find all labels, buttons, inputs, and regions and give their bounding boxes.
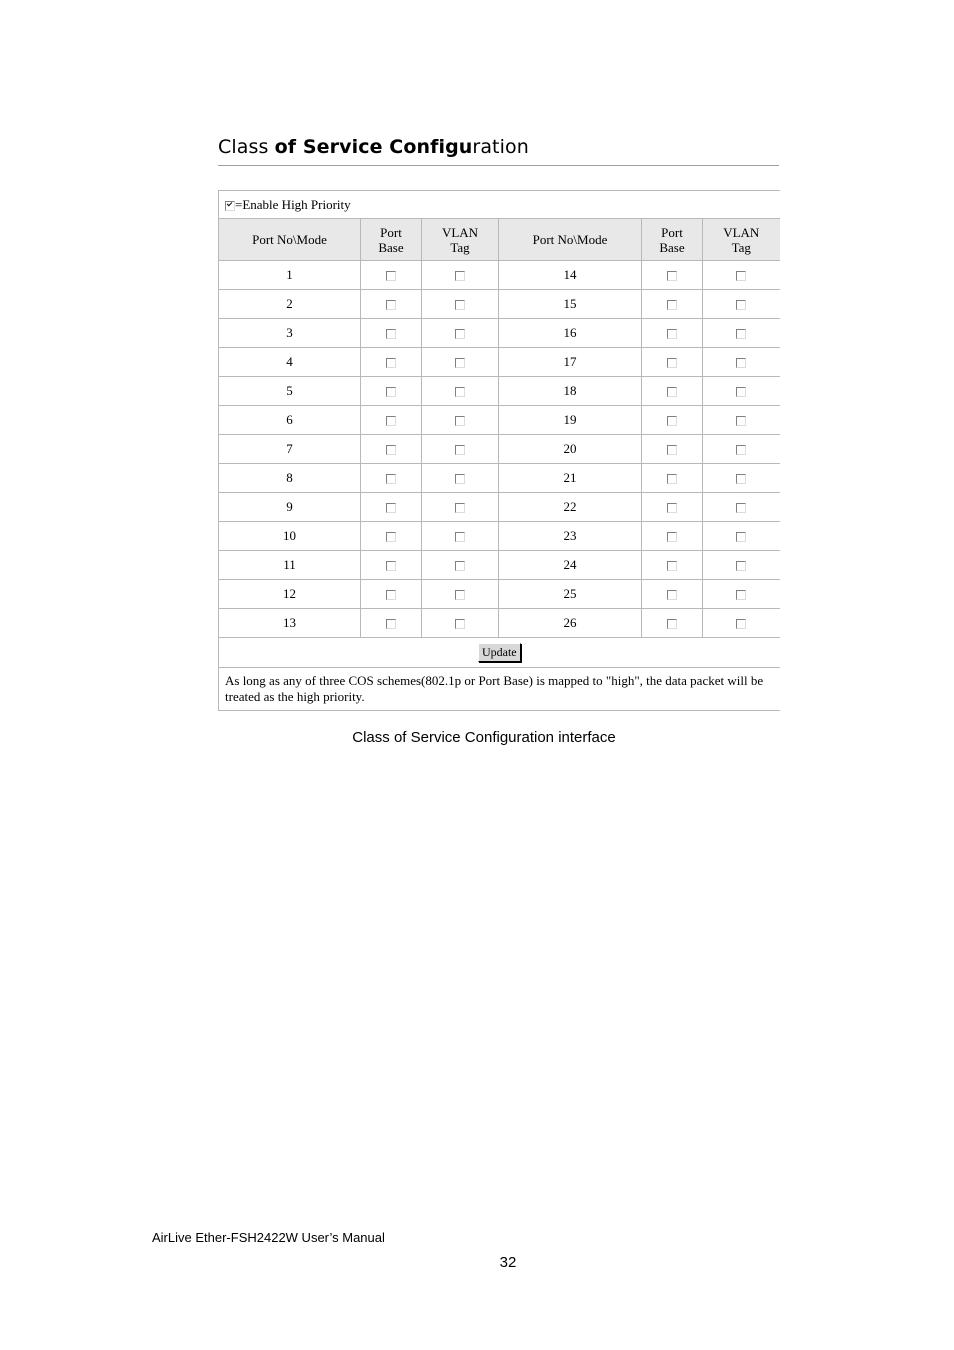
vlan-tag-cell — [422, 290, 499, 319]
vlan-tag-cell — [703, 377, 780, 406]
port-base-checkbox[interactable] — [667, 329, 677, 339]
header-vlan-tag-left: VLAN Tag — [422, 219, 499, 261]
vlan-tag-cell — [422, 464, 499, 493]
port-base-checkbox[interactable] — [386, 561, 396, 571]
port-number: 10 — [219, 522, 361, 551]
table-row — [219, 493, 780, 522]
vlan-tag-cell — [422, 319, 499, 348]
port-base-checkbox[interactable] — [386, 532, 396, 542]
vlan-tag-checkbox[interactable] — [455, 590, 465, 600]
port-base-checkbox[interactable] — [386, 619, 396, 629]
port-base-checkbox[interactable] — [667, 416, 677, 426]
header-port-base-right: Port Base — [642, 219, 703, 261]
vlan-tag-cell — [703, 464, 780, 493]
vlan-tag-cell — [422, 261, 499, 290]
vlan-tag-checkbox[interactable] — [455, 329, 465, 339]
vlan-tag-checkbox[interactable] — [736, 445, 746, 455]
table-row — [219, 609, 780, 638]
header-port-mode-left: Port No\Mode — [219, 219, 361, 261]
vlan-tag-checkbox[interactable] — [455, 445, 465, 455]
action-row — [219, 638, 780, 668]
vlan-tag-checkbox[interactable] — [455, 474, 465, 484]
port-number: 23 — [499, 522, 642, 551]
vlan-tag-checkbox[interactable] — [455, 532, 465, 542]
vlan-tag-cell — [422, 609, 499, 638]
port-number: 21 — [499, 464, 642, 493]
legend-text: =Enable High Priority — [235, 196, 351, 212]
legend-checkbox-icon — [225, 201, 235, 211]
port-base-cell — [642, 522, 703, 551]
header-port-mode-right: Port No\Mode — [499, 219, 642, 261]
table-row — [219, 551, 780, 580]
port-number: 6 — [219, 406, 361, 435]
port-base-checkbox[interactable] — [667, 561, 677, 571]
vlan-tag-checkbox[interactable] — [736, 387, 746, 397]
vlan-tag-checkbox[interactable] — [736, 590, 746, 600]
cos-table — [218, 190, 780, 711]
vlan-tag-cell — [703, 609, 780, 638]
vlan-tag-checkbox[interactable] — [455, 619, 465, 629]
port-number: 8 — [219, 464, 361, 493]
vlan-tag-checkbox[interactable] — [736, 300, 746, 310]
vlan-tag-cell — [422, 435, 499, 464]
port-base-checkbox[interactable] — [667, 271, 677, 281]
port-base-cell — [361, 348, 422, 377]
port-base-checkbox[interactable] — [386, 358, 396, 368]
port-base-cell — [361, 580, 422, 609]
vlan-tag-checkbox[interactable] — [736, 503, 746, 513]
vlan-tag-checkbox[interactable] — [736, 358, 746, 368]
vlan-tag-cell — [703, 348, 780, 377]
vlan-tag-cell — [422, 406, 499, 435]
table-row — [219, 348, 780, 377]
table-row — [219, 522, 780, 551]
vlan-tag-checkbox[interactable] — [736, 329, 746, 339]
table-row — [219, 261, 780, 290]
port-base-checkbox[interactable] — [386, 445, 396, 455]
port-number: 24 — [499, 551, 642, 580]
title-divider — [218, 165, 779, 166]
table-row — [219, 580, 780, 609]
vlan-tag-checkbox[interactable] — [455, 387, 465, 397]
port-number: 19 — [499, 406, 642, 435]
vlan-tag-checkbox[interactable] — [455, 271, 465, 281]
vlan-tag-checkbox[interactable] — [736, 561, 746, 571]
port-base-cell — [361, 406, 422, 435]
port-base-cell — [642, 290, 703, 319]
vlan-tag-cell — [422, 551, 499, 580]
footer-manual-title: AirLive Ether-FSH2422W User’s Manual — [152, 1230, 385, 1245]
port-number: 26 — [499, 609, 642, 638]
vlan-tag-cell — [422, 580, 499, 609]
port-number: 12 — [219, 580, 361, 609]
vlan-tag-checkbox[interactable] — [736, 474, 746, 484]
port-base-checkbox[interactable] — [386, 387, 396, 397]
port-base-checkbox[interactable] — [386, 300, 396, 310]
vlan-tag-cell — [703, 435, 780, 464]
port-base-cell — [642, 609, 703, 638]
port-base-checkbox[interactable] — [667, 503, 677, 513]
vlan-tag-cell — [703, 580, 780, 609]
vlan-tag-checkbox[interactable] — [736, 619, 746, 629]
vlan-tag-checkbox[interactable] — [455, 416, 465, 426]
port-base-cell — [642, 435, 703, 464]
vlan-tag-cell — [703, 406, 780, 435]
port-base-checkbox[interactable] — [386, 271, 396, 281]
legend-row — [219, 191, 780, 219]
table-row — [219, 290, 780, 319]
vlan-tag-checkbox[interactable] — [736, 271, 746, 281]
port-base-checkbox[interactable] — [386, 474, 396, 484]
port-base-cell — [361, 261, 422, 290]
port-base-cell — [642, 580, 703, 609]
port-number: 13 — [219, 609, 361, 638]
port-base-checkbox[interactable] — [667, 387, 677, 397]
port-number: 25 — [499, 580, 642, 609]
port-number: 2 — [219, 290, 361, 319]
vlan-tag-cell — [422, 522, 499, 551]
header-vlan-tag-right: VLAN Tag — [703, 219, 780, 261]
port-base-checkbox[interactable] — [667, 300, 677, 310]
table-row — [219, 319, 780, 348]
port-base-checkbox[interactable] — [667, 532, 677, 542]
port-base-checkbox[interactable] — [386, 503, 396, 513]
table-row — [219, 406, 780, 435]
port-base-cell — [361, 522, 422, 551]
port-base-checkbox[interactable] — [386, 329, 396, 339]
port-base-checkbox[interactable] — [386, 416, 396, 426]
port-number: 1 — [219, 261, 361, 290]
port-base-checkbox[interactable] — [667, 590, 677, 600]
port-base-cell — [642, 493, 703, 522]
port-number: 20 — [499, 435, 642, 464]
vlan-tag-cell — [703, 493, 780, 522]
port-base-checkbox[interactable] — [667, 358, 677, 368]
vlan-tag-cell — [703, 261, 780, 290]
vlan-tag-cell — [422, 377, 499, 406]
legend-cell — [219, 191, 780, 219]
port-number: 18 — [499, 377, 642, 406]
vlan-tag-cell — [703, 319, 780, 348]
port-number: 9 — [219, 493, 361, 522]
note-text: As long as any of three COS schemes(802.1p or Port Base) is mapped to "high", the data packet will be treated as the high priority. — [219, 668, 780, 711]
port-number: 15 — [499, 290, 642, 319]
vlan-tag-checkbox[interactable] — [736, 532, 746, 542]
table-row — [219, 464, 780, 493]
port-base-cell — [361, 551, 422, 580]
table-row — [219, 435, 780, 464]
port-base-cell — [642, 348, 703, 377]
figure-caption: Class of Service Configuration interface — [352, 729, 616, 746]
note-row — [219, 668, 780, 711]
header-port-base-left: Port Base — [361, 219, 422, 261]
vlan-tag-cell — [422, 348, 499, 377]
port-base-checkbox[interactable] — [386, 590, 396, 600]
port-base-cell — [361, 493, 422, 522]
update-button[interactable]: Update — [478, 643, 521, 662]
port-base-cell — [361, 377, 422, 406]
vlan-tag-checkbox[interactable] — [455, 561, 465, 571]
table-row — [219, 377, 780, 406]
port-base-cell — [361, 435, 422, 464]
port-base-checkbox[interactable] — [667, 445, 677, 455]
port-base-cell — [642, 261, 703, 290]
port-base-cell — [361, 609, 422, 638]
page-title: Class of Service Configuration — [218, 136, 529, 158]
vlan-tag-cell — [422, 493, 499, 522]
port-base-cell — [361, 319, 422, 348]
port-number: 7 — [219, 435, 361, 464]
port-number: 5 — [219, 377, 361, 406]
cos-config-panel — [218, 190, 779, 711]
action-cell — [219, 638, 780, 668]
vlan-tag-checkbox[interactable] — [455, 503, 465, 513]
vlan-tag-cell — [703, 522, 780, 551]
port-base-cell — [642, 319, 703, 348]
port-number: 11 — [219, 551, 361, 580]
vlan-tag-checkbox[interactable] — [455, 358, 465, 368]
port-base-checkbox[interactable] — [667, 619, 677, 629]
port-number: 14 — [499, 261, 642, 290]
port-base-cell — [361, 290, 422, 319]
port-base-cell — [642, 464, 703, 493]
port-base-checkbox[interactable] — [667, 474, 677, 484]
vlan-tag-checkbox[interactable] — [736, 416, 746, 426]
port-base-cell — [642, 551, 703, 580]
vlan-tag-checkbox[interactable] — [455, 300, 465, 310]
port-number: 16 — [499, 319, 642, 348]
port-number: 3 — [219, 319, 361, 348]
vlan-tag-cell — [703, 290, 780, 319]
port-number: 17 — [499, 348, 642, 377]
header-row — [219, 219, 780, 261]
port-number: 4 — [219, 348, 361, 377]
page-number: 32 — [499, 1254, 517, 1271]
vlan-tag-cell — [703, 551, 780, 580]
port-base-cell — [642, 406, 703, 435]
port-base-cell — [361, 464, 422, 493]
port-number: 22 — [499, 493, 642, 522]
port-base-cell — [642, 377, 703, 406]
